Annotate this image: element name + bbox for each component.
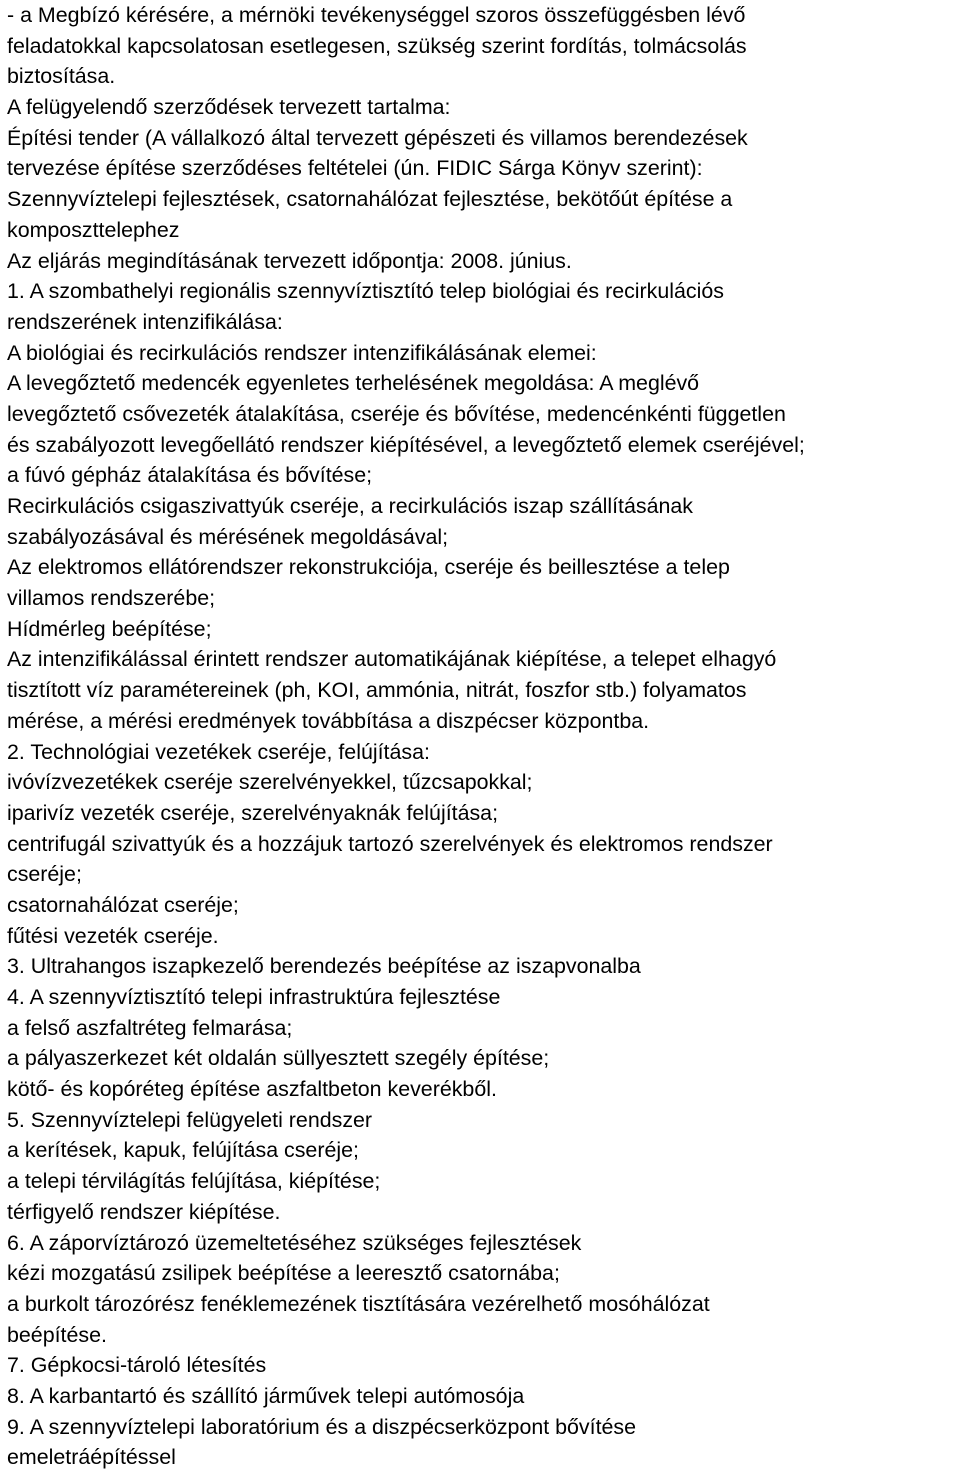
text-line: biztosítása. <box>7 64 116 89</box>
text-line: komposzttelephez <box>7 217 180 242</box>
text-line: fűtési vezeték cseréje. <box>7 923 219 948</box>
text-line: A felügyelendő szerződések tervezett tartalma: <box>7 95 451 120</box>
text-line: Recirkulációs csigaszivattyúk cseréje, a recirkulációs iszap szállításának <box>7 494 693 518</box>
text-line: villamos rendszerébe; <box>7 586 216 611</box>
document-body <box>7 0 957 1473</box>
text-line: és szabályozott levegőellátó rendszer kiépítésével, a levegőztető elemek cseréjével; <box>7 432 805 457</box>
text-line: tisztított víz paramétereinek (ph, KOI, ammónia, nitrát, foszfor stb.) folyamatos <box>7 678 747 703</box>
text-line: a felső aszfaltréteg felmarása; <box>7 1015 293 1040</box>
text-line: a kerítések, kapuk, felújítása cseréje; <box>7 1138 359 1163</box>
text-line: 2. Technológiai vezetékek cseréje, felújítása: <box>7 739 430 764</box>
text-line: Hídmérleg beépítése; <box>7 616 212 641</box>
text-line: csatornahálózat cseréje; <box>7 892 239 917</box>
text-line: 6. A záporvíztározó üzemeltetéséhez szükséges fejlesztések <box>7 1230 582 1255</box>
text-line: 1. A szombathelyi regionális szennyvíztisztító telep biológiai és recirkulációs <box>7 279 724 304</box>
text-line: feladatokkal kapcsolatosan esetlegesen, szükség szerint fordítás, tolmácsolás <box>7 33 747 58</box>
text-line: levegőztető csővezeték átalakítása, cseréje és bővítése, medencénkénti független <box>7 401 786 426</box>
text-line: a burkolt tározórész fenéklemezének tisztítására vezérelhető mosóhálózat <box>7 1291 710 1316</box>
text-line: 5. Szennyvíztelepi felügyeleti rendszer <box>7 1107 373 1132</box>
text-line: Az eljárás megindításának tervezett időpontja: 2008. június. <box>7 248 572 273</box>
text-line: 9. A szennyvíztelepi laboratórium és a diszpécserközpont bővítése <box>7 1414 636 1439</box>
text-line: a telepi térvilágítás felújítása, kiépítése; <box>7 1169 381 1194</box>
text-line: ivóvízvezetékek cseréje szerelvényekkel, tűzcsapokkal; <box>7 770 533 795</box>
text-line: A biológiai és recirkulációs rendszer intenzifikálásának elemei: <box>7 340 597 365</box>
text-line: szabályozásával és mérésének megoldásával; <box>7 524 449 549</box>
text-line: Az elektromos ellátórendszer rekonstrukciója, cseréje és beillesztése a telep <box>7 555 730 580</box>
text-line: beépítése. <box>7 1322 107 1347</box>
text-line: a pályaszerkezet két oldalán süllyesztett szegély építése; <box>7 1046 550 1071</box>
text-line: centrifugál szivattyúk és a hozzájuk tartozó szerelvények és elektromos rendszer <box>7 831 773 856</box>
text-line: Szennyvíztelepi fejlesztések, csatornahálózat fejlesztése, bekötőút építése a <box>7 187 733 212</box>
text-line: 8. A karbantartó és szállító járművek telepi autómosója <box>7 1383 525 1408</box>
text-line: - a Megbízó kérésére, a mérnöki tevékenységgel szoros összefüggésben lévő <box>7 3 746 27</box>
text-line: kézi mozgatású zsilipek beépítése a leeresztő csatornába; <box>7 1261 560 1286</box>
text-line: A levegőztető medencék egyenletes terhelésének megoldása: A meglévő <box>7 371 700 396</box>
text-line: rendszerének intenzifikálása: <box>7 309 283 334</box>
text-line: 3. Ultrahangos iszapkezelő berendezés beépítése az iszapvonalba <box>7 954 641 979</box>
text-line: térfigyelő rendszer kiépítése. <box>7 1199 281 1224</box>
text-line: cseréje; <box>7 862 82 887</box>
text-line: 7. Gépkocsi-tároló létesítés <box>7 1353 267 1378</box>
text-line: kötő- és kopóréteg építése aszfaltbeton keverékből. <box>7 1077 497 1102</box>
text-line: a fúvó gépház átalakítása és bővítése; <box>7 463 373 488</box>
text-line: iparivíz vezeték cseréje, szerelvényaknák felújítása; <box>7 800 499 825</box>
text-line: Építési tender (A vállalkozó által tervezett gépészeti és villamos berendezések <box>7 125 748 150</box>
text-line: Az intenzifikálással érintett rendszer automatikájának kiépítése, a telepet elhagyó <box>7 647 777 672</box>
text-line: emeletráépítéssel <box>7 1445 176 1470</box>
text-line: mérése, a mérési eredmények továbbítása a diszpécser központba. <box>7 708 650 733</box>
text-line: tervezése építése szerződéses feltételei (ún. FIDIC Sárga Könyv szerint): <box>7 156 703 181</box>
text-line: 4. A szennyvíztisztító telepi infrastruktúra fejlesztése <box>7 985 501 1009</box>
